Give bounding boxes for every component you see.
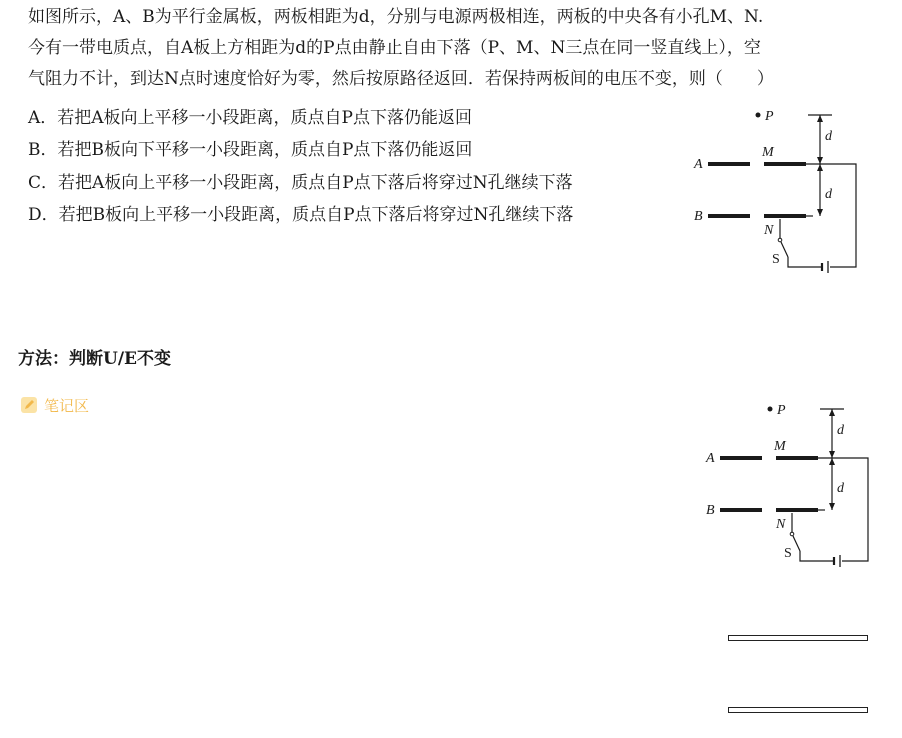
label-a: A (694, 157, 703, 172)
notes-area-header (20, 395, 89, 415)
stem-line-1: 如图所示，A、B为平行金属板，两板相距为d，分别与电源两极相连，两板的中央各有小孔M、N. (28, 7, 764, 27)
plate-a-left-2 (720, 456, 762, 460)
label-n: N (764, 223, 774, 238)
switch-s-2 (793, 536, 800, 551)
label-d-lower: d (825, 187, 832, 202)
plate-b-left-2 (720, 508, 762, 512)
label-d-lower-2: d (837, 481, 844, 496)
notes-area-label: 笔记区 (44, 396, 90, 415)
plate-b-left (708, 214, 750, 218)
label-p-2: P (777, 403, 786, 418)
label-s: S (772, 252, 780, 267)
pencil-icon (20, 396, 38, 414)
plate-bar-upper (728, 635, 868, 641)
label-s-2: S (784, 546, 792, 561)
point-p (756, 113, 761, 118)
label-m-2: M (774, 439, 786, 454)
label-b: B (694, 209, 703, 224)
stem-line-2: 今有一带电质点，自A板上方相距为d的P点由静止自由下落（P、M、N三点在同一竖直线上），空 (28, 38, 761, 58)
label-n-2: N (776, 517, 786, 532)
option-a: A．若把A板向上平移一小段距离，质点自P点下落仍能返回 (28, 108, 472, 128)
switch-s (781, 242, 788, 257)
plate-b-right-2 (776, 508, 818, 512)
plate-b-right (764, 214, 806, 218)
method-heading: 方法：判断U/E不变 (18, 349, 171, 369)
plate-bar-lower (728, 707, 868, 713)
label-m: M (762, 145, 774, 160)
option-d: D．若把B板向上平移一小段距离，质点自P点下落后将穿过N孔继续下落 (28, 205, 574, 225)
capacitor-figure-bottom (692, 394, 892, 569)
label-p: P (765, 109, 774, 124)
plate-a-right-2 (776, 456, 818, 460)
wire-a (806, 164, 856, 267)
capacitor-figure-top (680, 100, 880, 275)
label-d-upper-2: d (837, 423, 844, 438)
option-b: B．若把B板向下平移一小段距离，质点自P点下落仍能返回 (28, 140, 473, 160)
wire-b (788, 257, 822, 267)
label-b-2: B (706, 503, 715, 518)
label-a-2: A (706, 451, 715, 466)
option-c: C．若把A板向上平移一小段距离，质点自P点下落后将穿过N孔继续下落 (28, 173, 573, 193)
point-p-2 (768, 407, 773, 412)
plate-a-left (708, 162, 750, 166)
label-d-upper: d (825, 129, 832, 144)
stem-line-3: 气阻力不计，到达N点时速度恰好为零，然后按原路径返回．若保持两板间的电压不变，则（ ） (28, 69, 774, 89)
plate-a-right (764, 162, 806, 166)
